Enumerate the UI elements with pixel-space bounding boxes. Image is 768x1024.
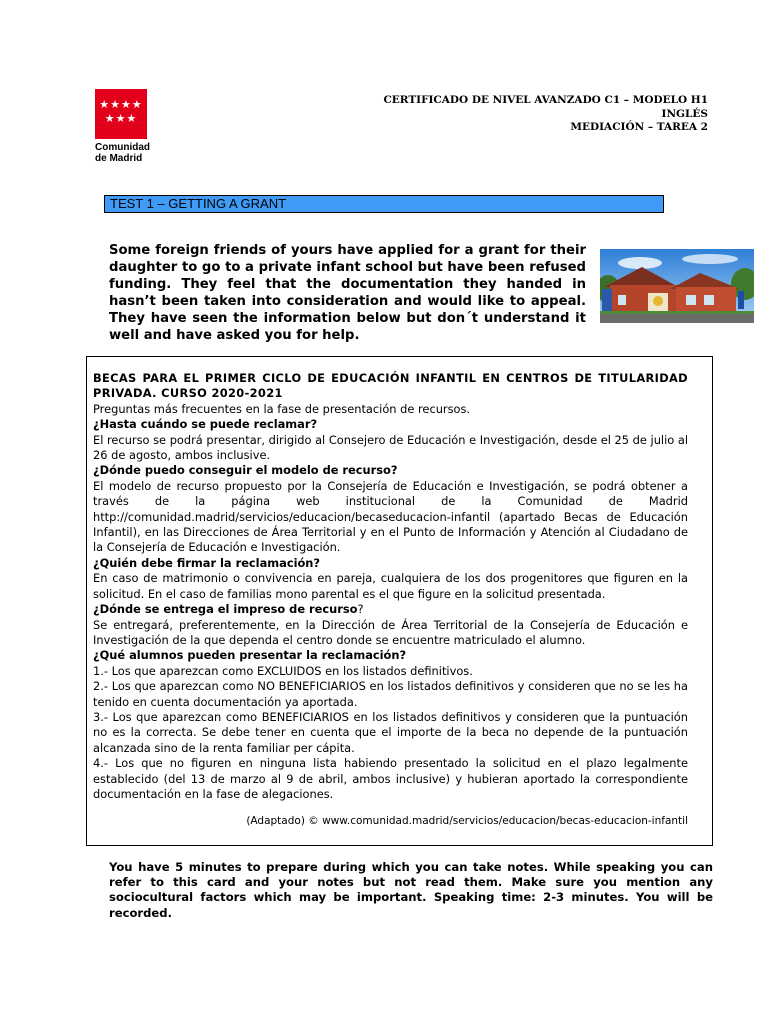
speaking-instructions: You have 5 minutes to prepare during which you can take notes. While speaking you can refer to this card and your notes but not read them. Make sure you mention any sociocultural factors which may be important. Speaking time: 2-3 minutes. You will be recorded. [109, 860, 713, 920]
source-citation: (Adaptado) © www.comunidad.madrid/servicios/educacion/becas-educacion-infantil [246, 815, 688, 827]
intro-paragraph: Some foreign friends of yours have applied for a grant for their daughter to go to a private infant school but have been refused funding. They feel that the documentation they handed in hasn’t been taken into consideration and would like to appeal. They have seen the information below but don´t understand it well and have asked you for help. [109, 243, 586, 343]
list-item: 2.- Los que aparezcan como NO BENEFICIARIOS en los listados definitivos y consideren que no se les ha tenido en cuenta documentación ya aportada. [93, 679, 688, 709]
logo-stars-row-1: ★★★★ [99, 98, 143, 111]
school-building-photo [600, 249, 754, 323]
question-5: ¿Qué alumnos pueden presentar la reclamación? [93, 648, 407, 663]
list-item: 3.- Los que aparezcan como BENEFICIARIOS en los listados definitivos y consideren que la puntuación no es la correcta. Se debe tener en cuenta que el importe de la beca no depende de la puntuación alcanzada sino de la renta familiar per cápita. [93, 709, 688, 755]
information-card [86, 356, 713, 846]
list-item: 1.- Los que aparezcan como EXCLUIDOS en los listados definitivos. [93, 663, 473, 678]
list-item: 4.- Los que no figuren en ninguna lista habiendo presentado la solicitud en el plazo legalmente establecido (del 13 de marzo al 9 de abril, ambos inclusive) y hubieran aportado la correspondiente documentación en la fase de alegaciones. [93, 756, 688, 801]
card-subtitle: Preguntas más frecuentes en la fase de presentación de recursos. [93, 401, 471, 416]
answer-4: Se entregará, preferentemente, en la Dirección de Área Territorial de la Consejería de Educación e Investigación de la que dependa el centro donde se encuentre matriculado el alumno. [93, 617, 688, 647]
answer-3: En caso de matrimonio o convivencia en pareja, cualquiera de los dos progenitores que figuren en la solicitud. En el caso de familias mono parental es el que figure en la solicitud presentada. [93, 571, 688, 601]
exam-header [383, 94, 708, 135]
header-line-2: INGLÉS [661, 107, 708, 120]
question-4: ¿Dónde se entrega el impreso de recurso [93, 602, 358, 617]
comunidad-madrid-logo [95, 89, 147, 139]
logo-label-line-2: de Madrid [95, 153, 143, 164]
test-title: TEST 1 – GETTING A GRANT [110, 196, 287, 211]
card-content [93, 371, 688, 802]
header-line-3: MEDIACIÓN – TAREA 2 [570, 121, 708, 133]
header-line-1: CERTIFICADO DE NIVEL AVANZADO C1 – MODELO H1 [383, 94, 708, 106]
test-title-box [104, 195, 664, 213]
answer-1: El recurso se podrá presentar, dirigido al Consejero de Educación e Investigación, desde el 25 de julio al 26 de agosto, ambos inclusive. [93, 432, 688, 463]
question-1: ¿Hasta cuándo se puede reclamar? [93, 417, 318, 432]
question-4-end: ? [357, 602, 364, 617]
card-title: BECAS PARA EL PRIMER CICLO DE EDUCACIÓN INFANTIL EN CENTROS DE TITULARIDAD PRIVADA. CURSO 2020-2021 [93, 371, 688, 401]
logo-label [95, 142, 150, 164]
answer-2: El modelo de recurso propuesto por la Consejería de Educación e Investigación, se podrá obtener a través de la página web institucional de la Comunidad de Madrid http://comunidad.madrid/servicios/educacion/becaseducacion-infantil (apartado Becas de Educación Infantil), en las Direcciones de Área Territorial y en el Punto de Información y Atención al Ciudadano de la Consejería de Educación e Investigación. [93, 478, 688, 555]
question-3: ¿Quién debe firmar la reclamación? [93, 555, 321, 570]
question-2: ¿Dónde puedo conseguir el modelo de recurso? [93, 463, 398, 478]
logo-stars-row-2: ★★★ [104, 112, 138, 125]
logo-label-line-1: Comunidad [95, 142, 150, 153]
question-4-line [93, 602, 688, 617]
